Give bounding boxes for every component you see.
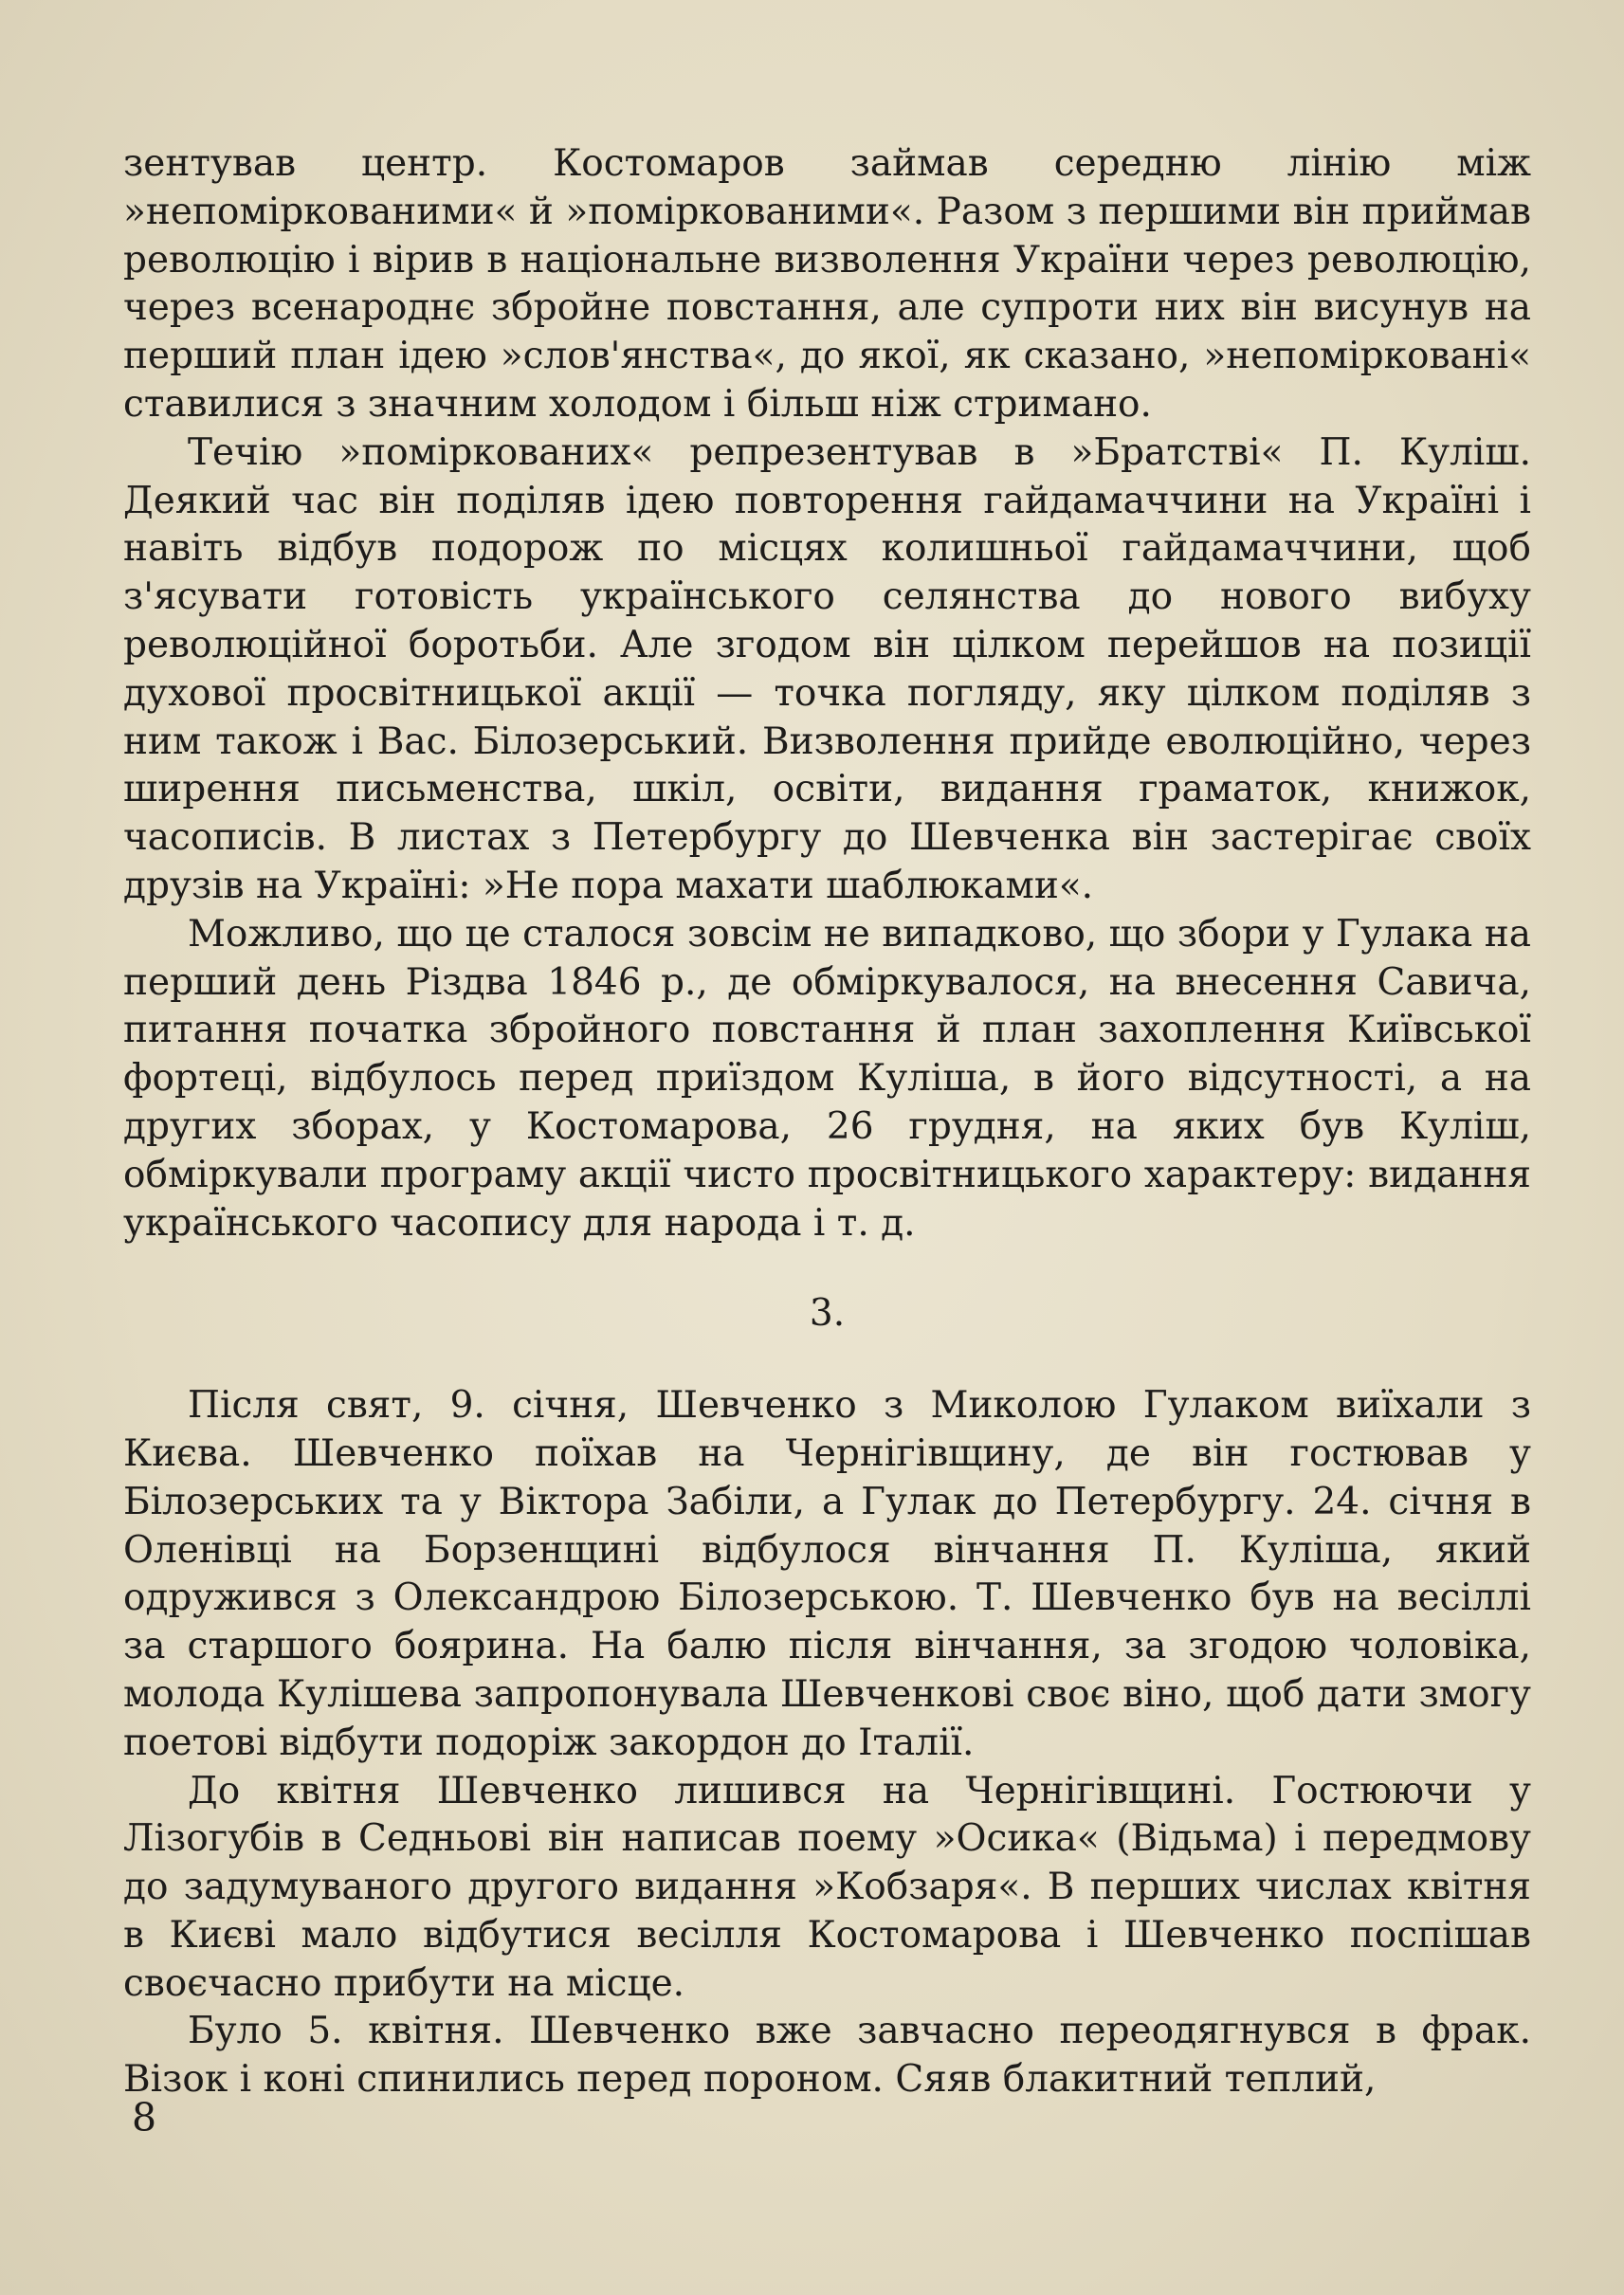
body-text	[123, 140, 1531, 2104]
page-number: 8	[132, 2095, 157, 2140]
section-number: 3.	[809, 1292, 846, 1336]
paragraph: Течію »поміркованих« репрезентував в »Братстві« П. Куліш. Деякий час він поділяв ідею повторення гайдамаччини на Україні і навіть відбув подорож по місцях колишньої гайдамаччини, щоб з'ясувати готовість українського селянства до нового вибуху революційної боротьби. Але згодом він цілком перейшов на позиції духової просвітницької акції — точка погляду, яку цілком поділяв з ним також і Вас. Білозерський. Визволення прийде еволюційно, через ширення письменства, шкіл, освіти, видання граматок, книжок, часописів. В листах з Петербургу до Шевченка він застерігає своїх друзів на Україні: »Не пора махати шаблюками«.	[123, 430, 1531, 907]
paragraph: Можливо, що це сталося зовсім не випадково, що збори у Гулака на перший день Різдва 1846 р., де обміркувалося, на внесення Савича, питання початка збройного повстання й план захоплення Київської фортеці, відбулось перед приїздом Куліша, в його відсутності, а на других зборах, у Костомарова, 26 грудня, на яких був Куліш, обміркували програму акції чисто просвітницького характеру: видання українського часопису для народа і т. д.	[123, 912, 1531, 1245]
paragraph: зентував центр. Костомаров займав середню лінію між »непоміркованими« й »поміркованими«. Разом з першими він приймав революцію і вірив в національне визволення України через революцію, через всенароднє збройне повстання, але супроти них він висунув на перший план ідею »слов'янства«, до якої, як сказано, »непоміркованi« ставилися з значним холодом і більш ніж стримано.	[123, 142, 1531, 426]
paragraph: Після свят, 9. січня, Шевченко з Миколою Гулаком виїхали з Києва. Шевченко поїхав на Чернігівщину, де він гостював у Білозерських та у Віктора Забіли, а Гулак до Петербургу. 24. січня в Оленівці на Борзенщині відбулося вінчання П. Куліша, який одружився з Олександрою Білозерською. Т. Шевченко був на весіллі за старшого боярина. На балю після вінчання, за згодою чоловіка, молода Кулішева запропонувала Шевченкові своє віно, щоб дати змогу поетові відбути подоріж закордон до Італії.	[123, 1384, 1531, 1764]
paragraph: Було 5. квітня. Шевченко вже завчасно переодягнувся в фрак. Візок і коні спинились перед пороном. Сяяв блакитний теплий,	[123, 2010, 1531, 2102]
paragraph: До квітня Шевченко лишився на Чернігівщині. Гостюючи у Лізогубів в Седньові він написав поему »Осика« (Відьма) і передмову до задумуваного другого видання »Кобзаря«. В перших числах квітня в Києві мало відбутися весілля Костомарова і Шевченко поспішав своєчасно прибути на місце.	[123, 1769, 1531, 2005]
